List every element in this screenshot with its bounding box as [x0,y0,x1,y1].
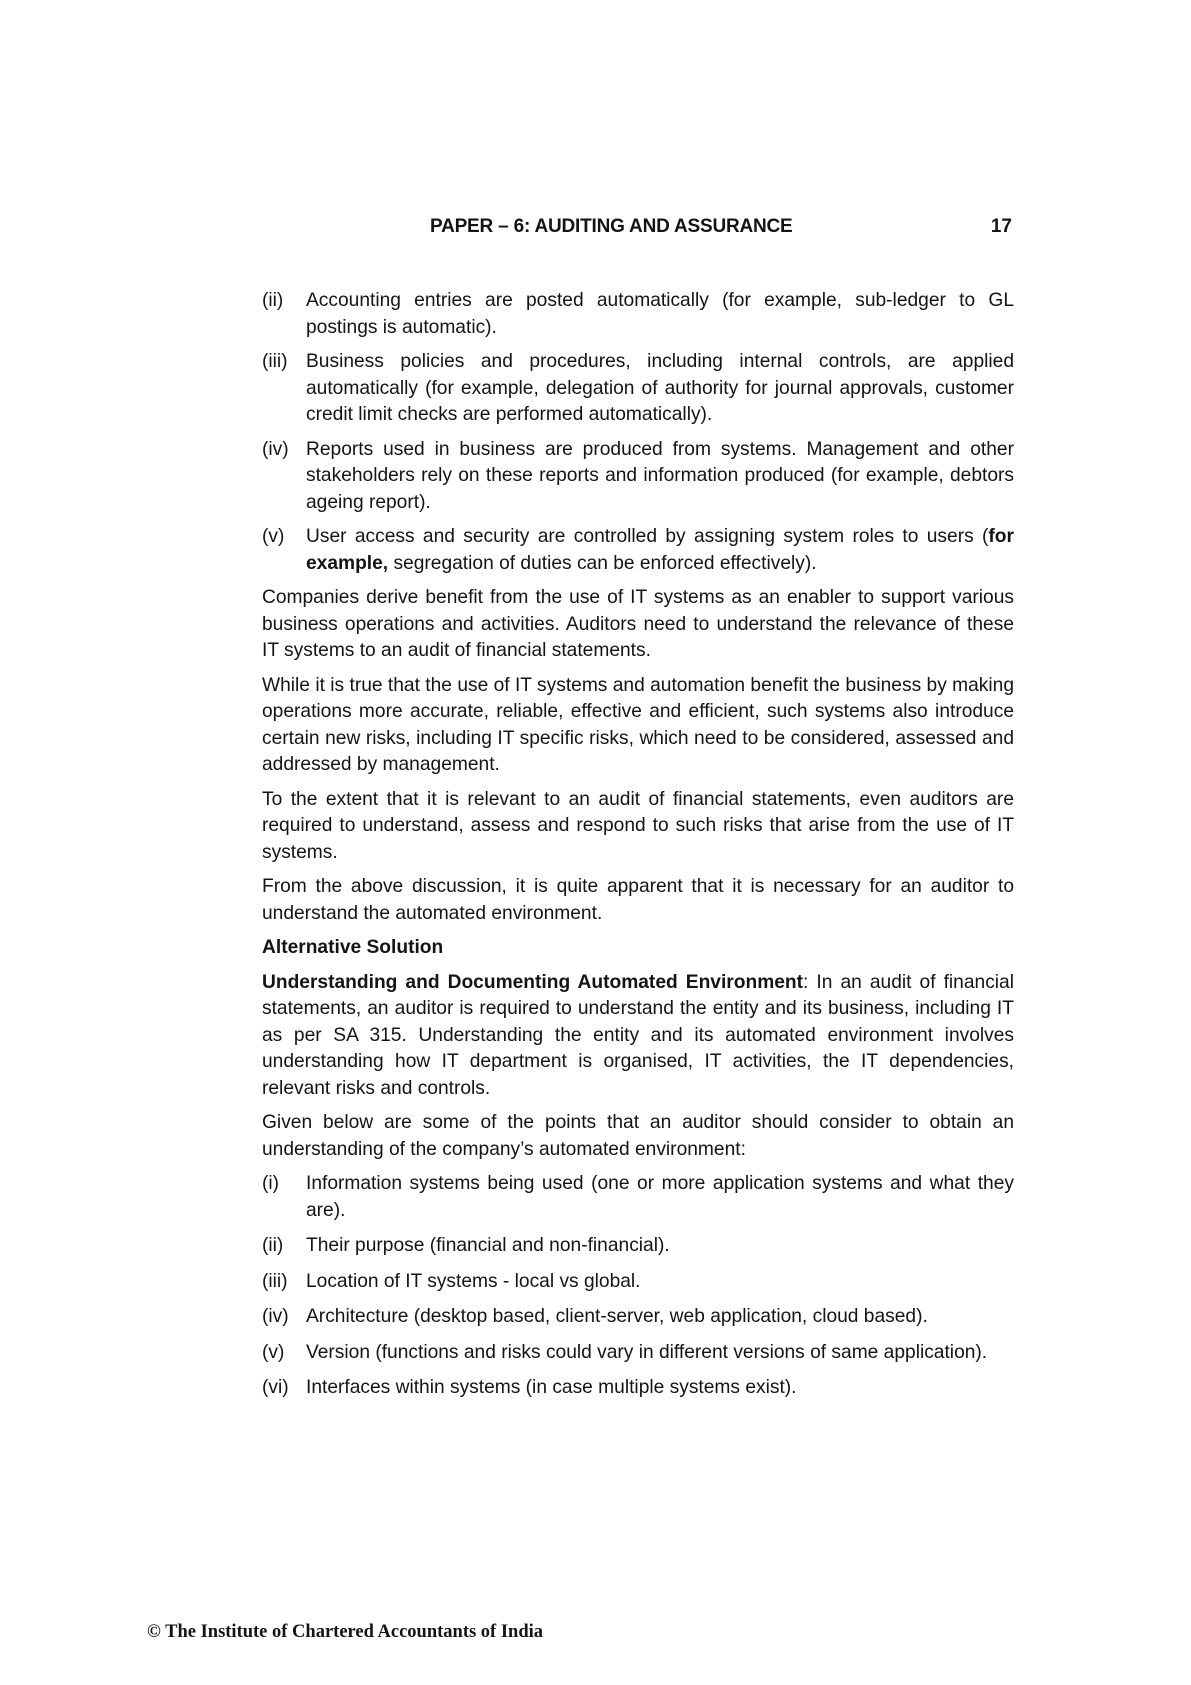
list-item-text: Version (functions and risks could vary in different versions of same application). [306,1341,988,1363]
list-item-number: (iv) [262,1306,289,1327]
list-item [262,1171,1014,1224]
list-item [262,1304,1014,1331]
list-item-text-part: User access and security are controlled by assigning system roles to users ( [306,526,989,547]
list-item [262,349,1014,429]
paragraph: To the extent that it is relevant to an audit of financial statements, even auditors are required to understand, assess and respond to such risks that arise from the use of IT systems. [262,788,1014,863]
paragraph: Given below are some of the points that an auditor should consider to obtain an understanding of the company’s automated environment: [262,1112,1014,1160]
list-item [262,524,1014,577]
list-item-text: Information systems being used (one or more application systems and what they are). [306,1173,1014,1221]
paper-title: PAPER – 6: AUDITING AND ASSURANCE [430,216,793,237]
list-item-text: Business policies and procedures, including internal controls, are applied automatically (for example, delegation of authority for journal approvals, customer credit limit checks are performed automatically). [306,351,1014,425]
paragraph: Companies derive benefit from the use of IT systems as an enabler to support various business operations and activities. Auditors need to understand the relevance of these IT systems to an audit of financial statements. [262,587,1014,661]
bold-lead-phrase: Understanding and Documenting Automated Environment [262,971,804,993]
list-item-text [306,524,1014,577]
list-item-number: (ii) [262,290,284,311]
list-item [262,1269,1014,1296]
list-item-number: (i) [262,1173,280,1194]
list-item [262,1233,1014,1260]
section-heading: Alternative Solution [262,937,444,958]
list-item [262,437,1014,517]
list-item-text: Interfaces within systems (in case multiple systems exist). [306,1377,797,1398]
copyright-footer: © The Institute of Chartered Accountants of India [147,1622,544,1642]
list-item-number: (vi) [262,1377,289,1398]
list-item-text: Their purpose (financial and non-financial). [306,1235,670,1256]
list-item-number: (iii) [262,351,288,372]
page-header [262,216,1012,244]
list-item [262,1340,1014,1367]
list-item-text: Architecture (desktop based, client-server, web application, cloud based). [306,1306,928,1327]
page-number: 17 [990,216,1012,237]
bold-phrase: for example, [306,526,1014,574]
list-item-number: (iii) [262,1270,288,1292]
paragraph: From the above discussion, it is quite apparent that it is necessary for an auditor to understand the automated environment. [262,876,1014,924]
list-item-text: Location of IT systems - local vs global. [306,1270,641,1292]
page-content [262,288,1014,1411]
list-item-number: (ii) [262,1235,284,1256]
paragraph [262,970,1014,1103]
automated-environment-points-list [262,1171,1014,1402]
list-item-text: Reports used in business are produced from systems. Management and other stakeholders rely on these reports and information produced (for example, debtors ageing report). [306,438,1014,513]
list-item [262,288,1014,341]
list-item [262,1375,1014,1402]
list-item-number: (iv) [262,438,289,460]
it-benefits-list [262,288,1014,577]
paragraph-text: : In an audit of financial statements, an auditor is required to understand the entity and its business, including IT as per SA 315. Understanding the entity and its automated environment involves understanding how IT department is organised, IT activities, the IT dependencies, relevant risks and controls. [262,971,1014,1099]
paragraph: While it is true that the use of IT systems and automation benefit the business by making operations more accurate, reliable, effective and efficient, such systems also introduce certain new risks, including IT specific risks, which need to be considered, assessed and addressed by management. [262,674,1014,775]
list-item-text: Accounting entries are posted automatically (for example, sub-ledger to GL postings is automatic). [306,290,1014,338]
list-item-text-part: segregation of duties can be enforced effectively). [388,552,817,574]
list-item-number: (v) [262,1341,285,1363]
list-item-number: (v) [262,526,285,547]
